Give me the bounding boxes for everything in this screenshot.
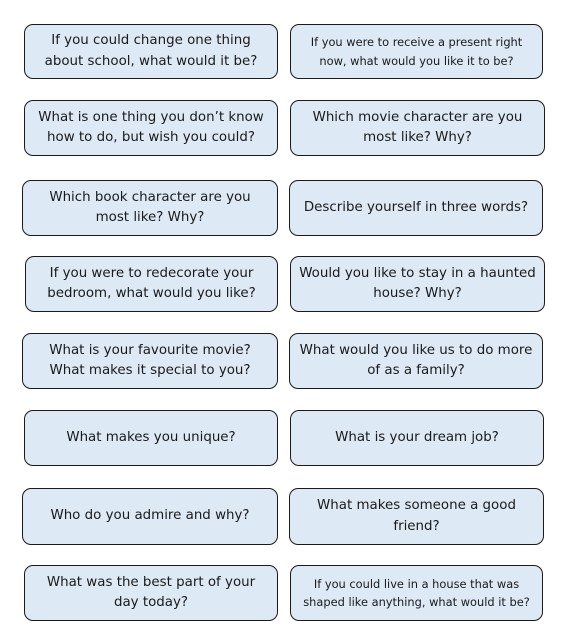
question-card — [289, 180, 543, 236]
question-card — [24, 100, 278, 156]
question-text: If you could change one thing about school, what would it be? — [44, 33, 258, 69]
question-card — [290, 565, 543, 621]
question-card — [290, 24, 543, 79]
question-card — [25, 256, 278, 312]
question-card — [290, 100, 545, 156]
question-card — [24, 24, 278, 79]
question-text: Would you like to stay in a haunted house? Why? — [299, 265, 536, 301]
question-card — [289, 488, 544, 545]
question-text: If you could live in a house that was shaped like anything, what would it be? — [303, 576, 530, 609]
question-text: What is your favourite movie? What makes it special to you? — [49, 342, 251, 378]
question-card — [22, 488, 278, 545]
question-card — [290, 256, 545, 312]
question-text: Describe yourself in three words? — [303, 199, 529, 215]
question-text: If you were to redecorate your bedroom, what would you like? — [47, 265, 256, 301]
question-text: What is one thing you don’t know how to do, but wish you could? — [38, 109, 264, 145]
question-text: Which movie character are you most like? Why? — [312, 109, 523, 145]
question-card — [289, 333, 543, 389]
question-card — [22, 180, 278, 236]
question-card — [22, 333, 278, 389]
question-text: What would you like us to do more of as a family? — [299, 342, 533, 378]
question-card — [24, 410, 278, 466]
question-text: If you were to receive a present right now, what would you like it to be? — [310, 35, 523, 68]
question-text: What makes someone a good friend? — [317, 498, 516, 534]
question-text: Who do you admire and why? — [50, 508, 250, 524]
question-text: What was the best part of your day today? — [46, 574, 256, 610]
question-text: Which book character are you most like? Why? — [49, 189, 251, 225]
question-card — [24, 565, 278, 621]
question-card — [290, 410, 544, 466]
question-text: What makes you unique? — [66, 429, 236, 445]
question-text: What is your dream job? — [335, 429, 499, 445]
